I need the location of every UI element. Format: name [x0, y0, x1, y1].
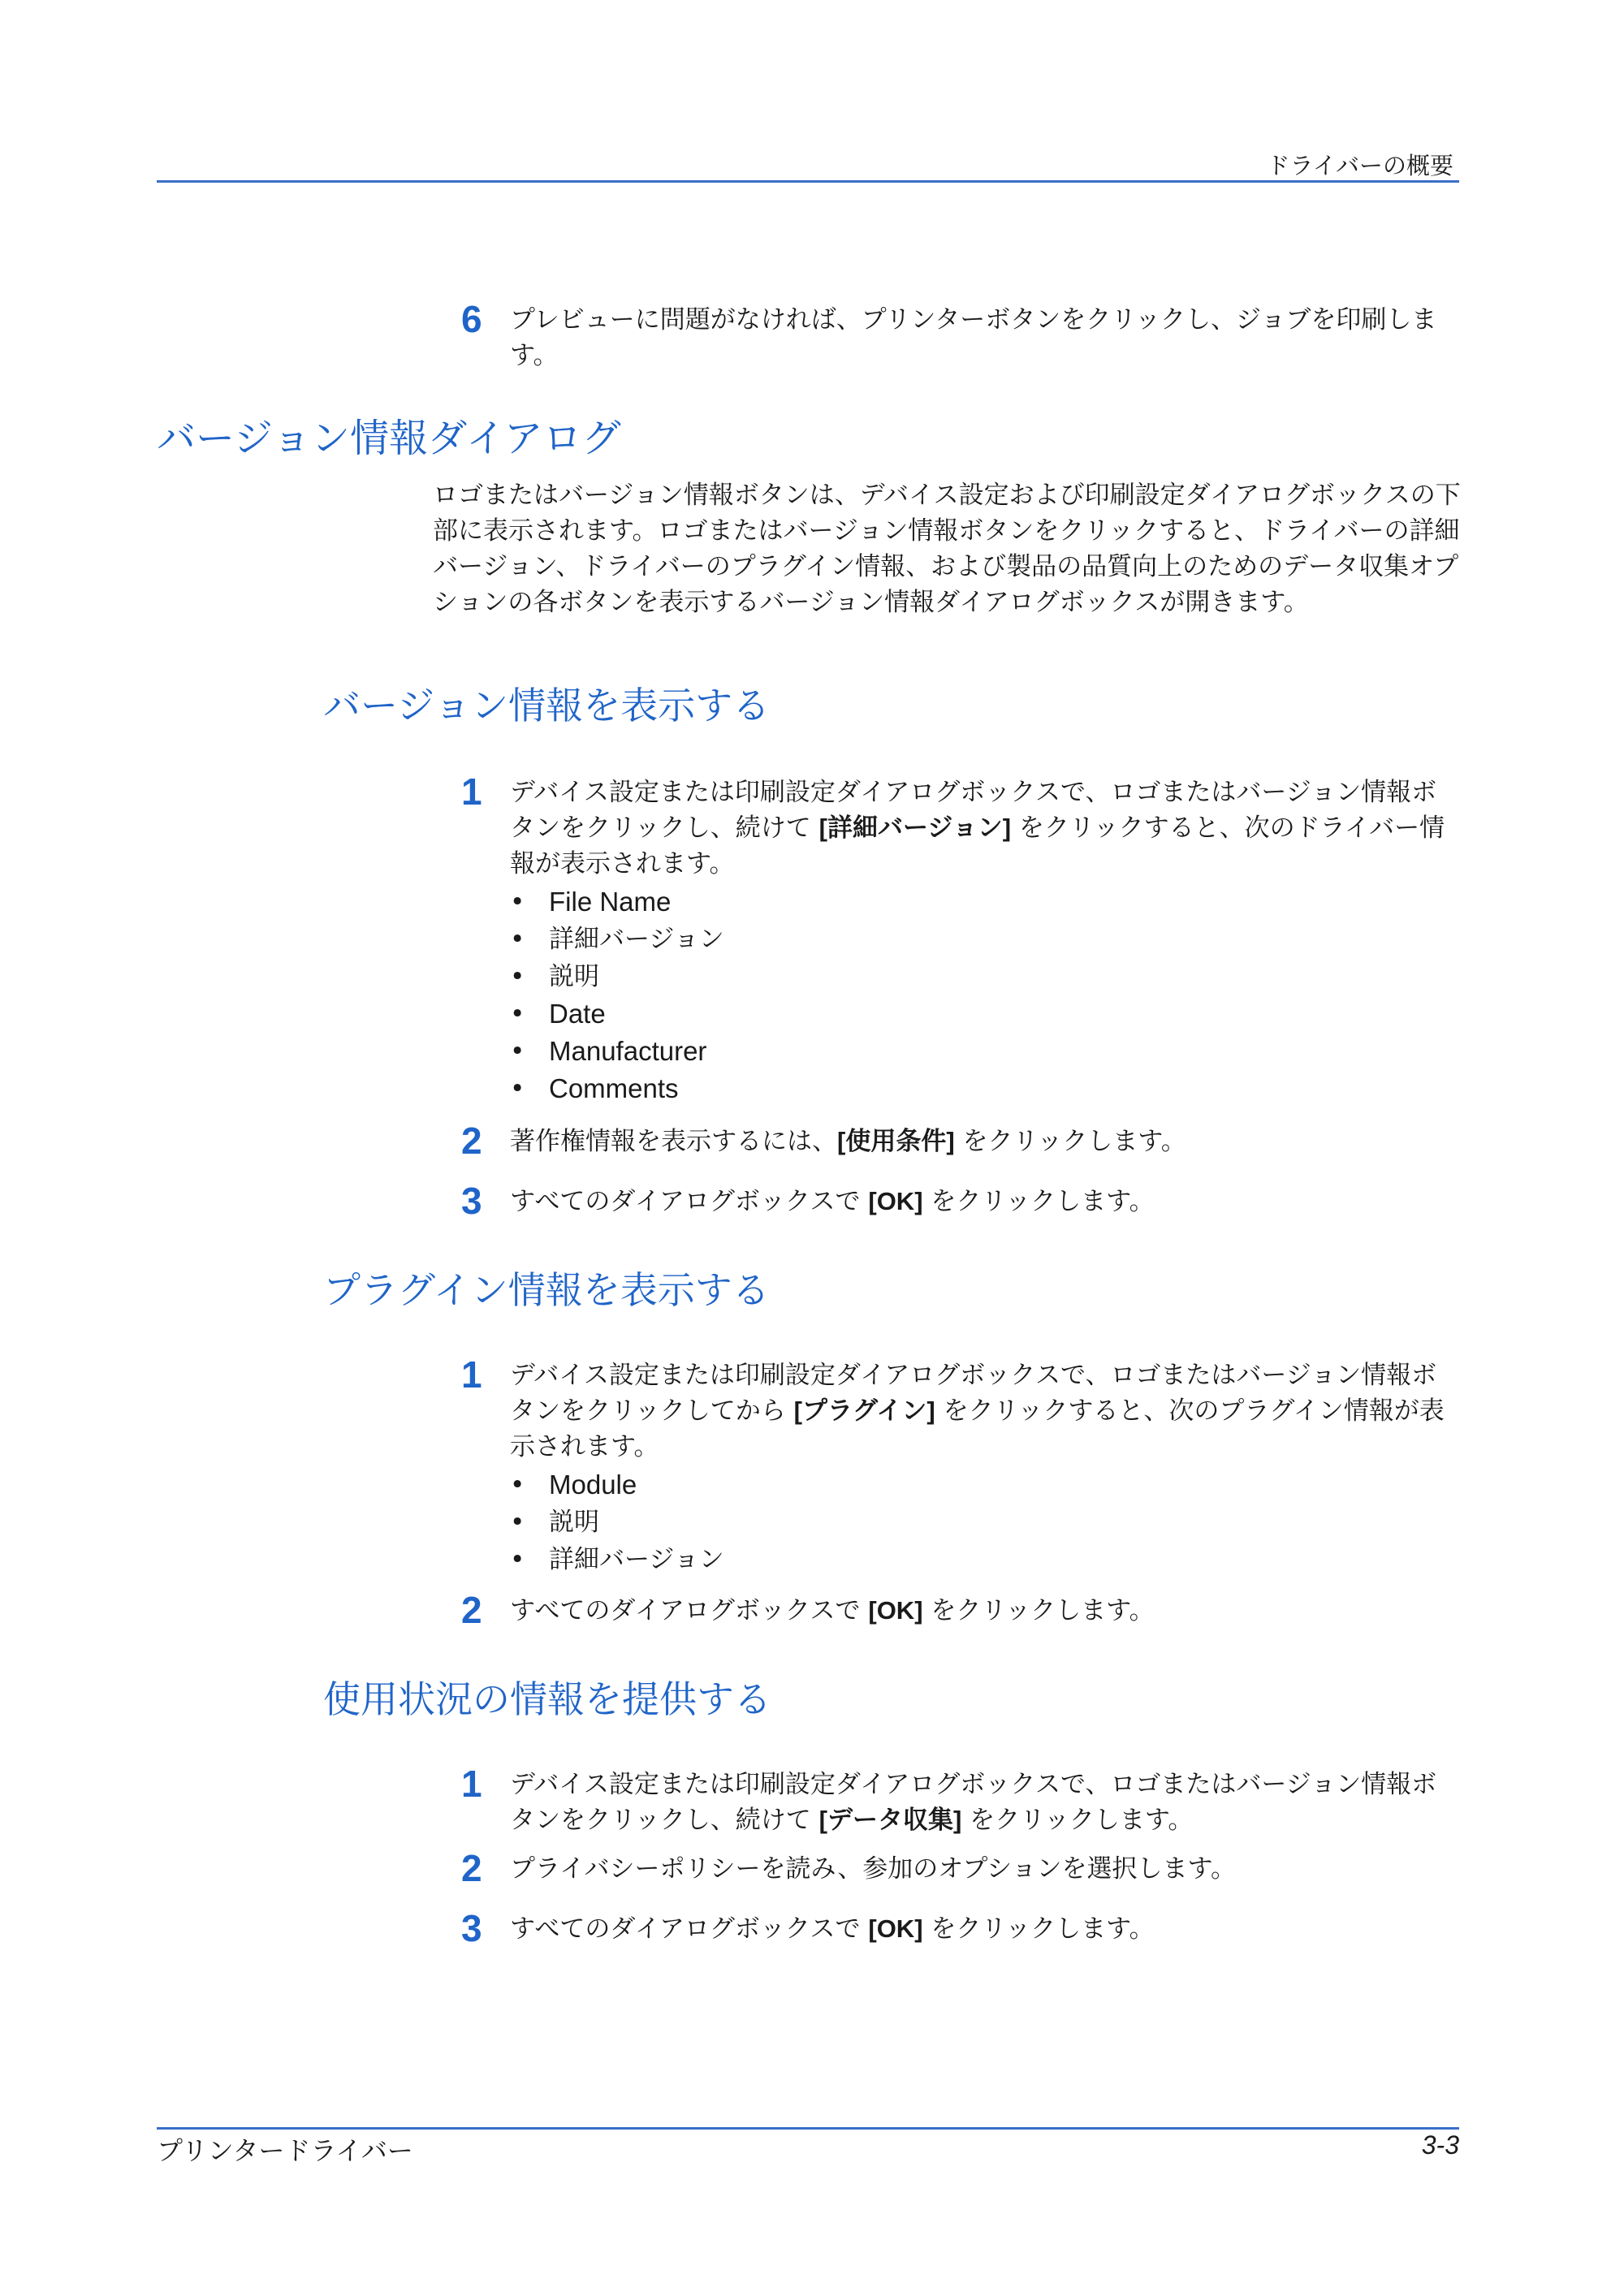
section-paragraph: ロゴまたはバージョン情報ボタンは、デバイス設定および印刷設定ダイアログボックスの下部に表示されます。ロゴまたはバージョン情報ボタンをクリックすると、ドライバーの詳細バージョン、ドライバーのプラグイン情報、および製品の品質向上のためのデータ収集オプションの各ボタンを表示するバージョン情報ダイアログボックスが開きます。 — [433, 481, 1461, 617]
ui-label: [詳細バージョン] — [818, 814, 1012, 842]
step-text: デバイス設定または印刷設定ダイアログボックスで、ロゴまたはバージョン情報ボタンをクリックし、続けて [データ収集] をクリックします。 — [510, 1770, 1437, 1835]
subsection-title-plugin: プラグイン情報を表示する — [323, 1268, 770, 1312]
driver-info-list — [510, 883, 724, 1107]
step-text: すべてのダイアログボックスで [OK] をクリックします。 — [510, 1187, 1155, 1216]
plugin-info-list — [510, 1466, 724, 1578]
list-item: • Module — [510, 1470, 637, 1500]
subsection-title-usage: 使用状況の情報を提供する — [323, 1677, 771, 1721]
list-item: • 詳細バージョン — [510, 925, 724, 954]
ui-label: [OK] — [868, 1914, 923, 1943]
step-number: 1 — [461, 1763, 482, 1805]
step-number: 2 — [461, 1589, 482, 1631]
ui-label: [使用条件] — [837, 1127, 955, 1155]
step-number: 3 — [461, 1180, 482, 1222]
step-number: 2 — [461, 1120, 482, 1162]
list-item: • 説明 — [510, 1508, 599, 1537]
step-text: デバイス設定または印刷設定ダイアログボックスで、ロゴまたはバージョン情報ボタンをクリックし、続けて [詳細バージョン] をクリックすると、次のドライバー情報が表示されます。 — [510, 778, 1445, 878]
step-text: すべてのダイアログボックスで [OK] をクリックします。 — [510, 1914, 1155, 1944]
step-text: プレビューに問題がなければ、プリンターボタンをクリックし、ジョブを印刷します。 — [510, 305, 1437, 370]
footer-rule — [157, 2127, 1459, 2130]
section-title-version-dialog: バージョン情報ダイアログ — [157, 416, 621, 461]
list-item: • Comments — [510, 1073, 679, 1103]
list-item: • 説明 — [510, 962, 599, 991]
ui-label: [OK] — [868, 1596, 923, 1625]
step-number: 2 — [461, 1847, 482, 1889]
step-number: 6 — [461, 298, 482, 340]
step-number: 1 — [461, 1353, 482, 1396]
page-number: 3-3 — [1421, 2130, 1459, 2160]
list-item: • File Name — [510, 887, 672, 917]
ui-label: [プラグイン] — [793, 1396, 935, 1425]
running-header: ドライバーの概要 — [1266, 152, 1453, 179]
list-item: • Manufacturer — [510, 1036, 707, 1066]
subsection-title-version: バージョン情報を表示する — [323, 684, 771, 727]
ui-label: [データ収集] — [818, 1806, 962, 1834]
step-text: プライバシーポリシーを読み、参加のオプションを選択します。 — [510, 1854, 1237, 1884]
step-text: すべてのダイアログボックスで [OK] をクリックします。 — [510, 1596, 1155, 1625]
header-rule — [157, 180, 1459, 183]
footer-title: プリンタードライバー — [157, 2135, 413, 2166]
step-text: 著作権情報を表示するには、[使用条件] をクリックします。 — [510, 1127, 1186, 1156]
step-text: デバイス設定または印刷設定ダイアログボックスで、ロゴまたはバージョン情報ボタンをクリックしてから [プラグイン] をクリックすると、次のプラグイン情報が表示されます。 — [510, 1361, 1445, 1461]
step-number: 1 — [461, 770, 482, 813]
list-item: • 詳細バージョン — [510, 1545, 724, 1574]
step-number: 3 — [461, 1907, 482, 1949]
ui-label: [OK] — [868, 1187, 923, 1215]
list-item: • Date — [510, 999, 606, 1029]
